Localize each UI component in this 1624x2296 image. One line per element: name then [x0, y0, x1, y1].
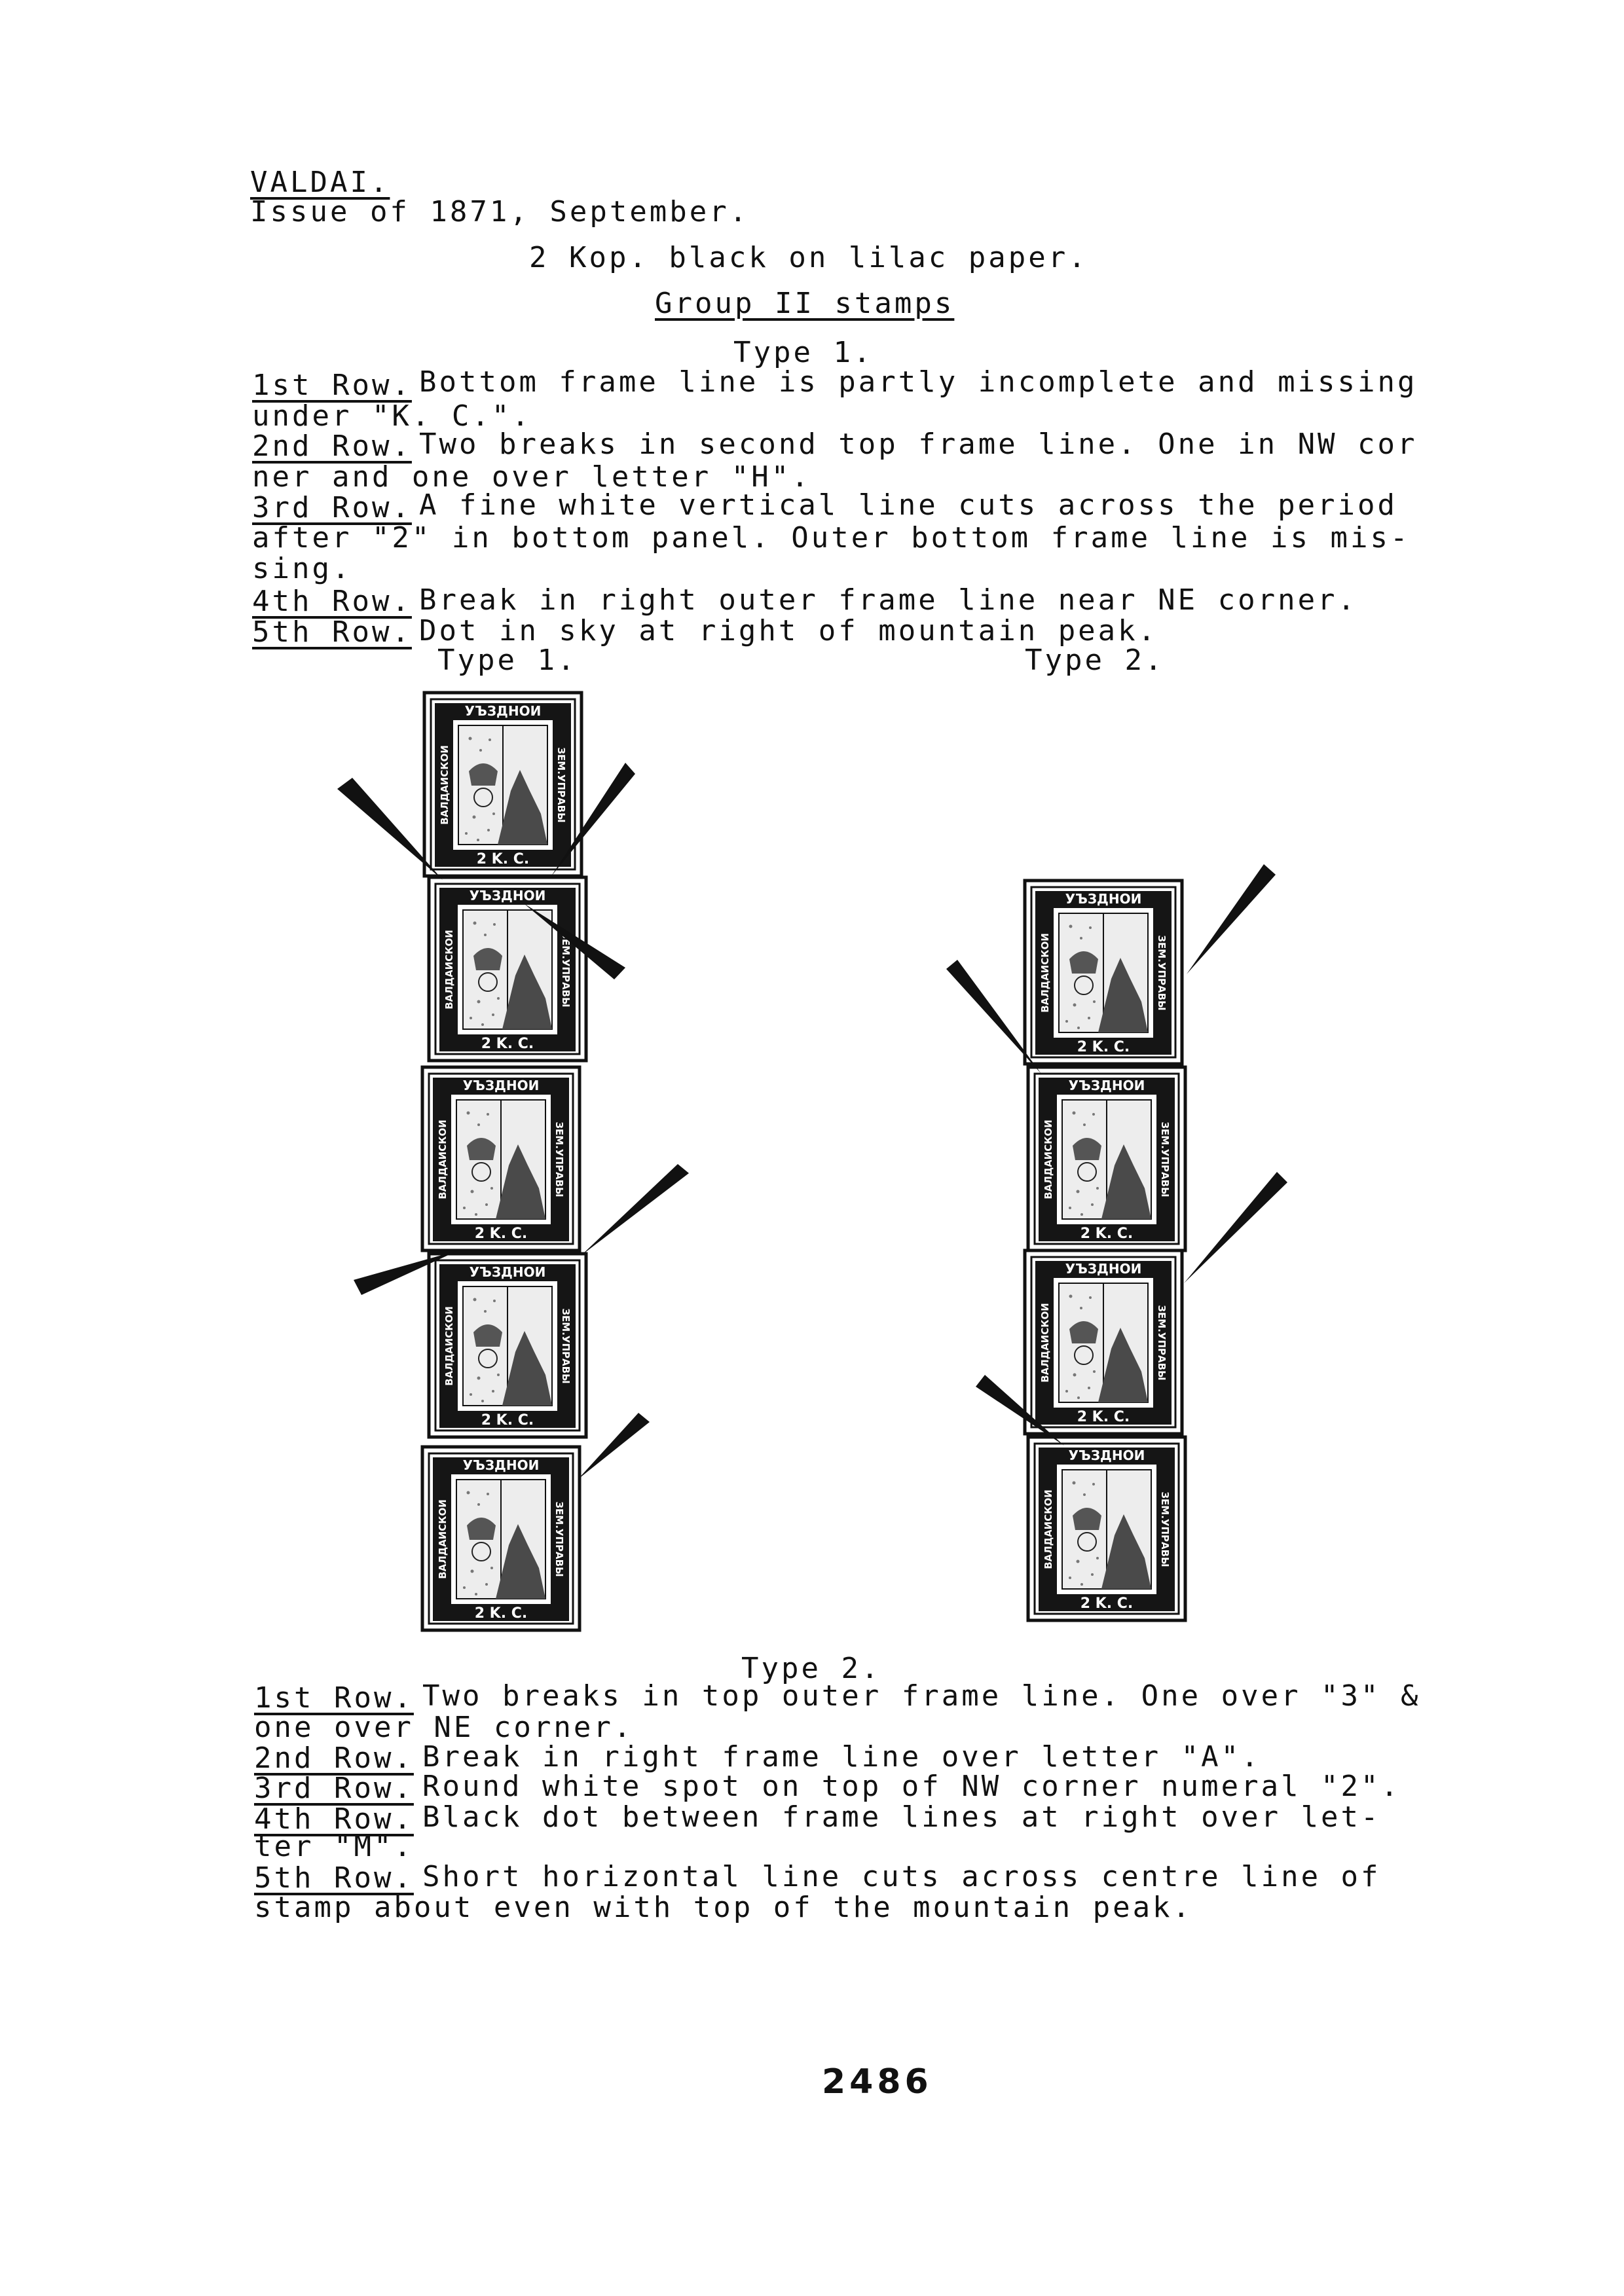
- stamp-bottom-text: 2 K. C.: [476, 851, 530, 867]
- stamp-top-text: УЪЗДНОИ: [1065, 891, 1142, 907]
- stamp-left-text: ВАЛДАИСКОИ: [1043, 1489, 1054, 1569]
- t1-row5-text: Dot in sky at right of mountain peak.: [419, 614, 1158, 647]
- pointer-t1-r4: [578, 1413, 650, 1480]
- t1-row2-text-cont: ner and one over letter "H".: [252, 460, 811, 494]
- stamp-top-text: УЪЗДНОИ: [462, 1457, 540, 1473]
- t1-row3-text-cont: after "2" in bottom panel. Outer bottom frame line is mis-: [252, 521, 1411, 555]
- figure-col2-label: Type 2.: [1025, 644, 1165, 677]
- stamp-right-text: ЗЕМ.УПРАВЫ: [555, 747, 567, 823]
- stamp-left-text: ВАЛДАИСКОИ: [1043, 1120, 1054, 1199]
- stamp-top-text: УЪЗДНОИ: [464, 703, 542, 719]
- stamp-description: 2 Kop. black on lilac paper.: [529, 241, 1088, 274]
- stamp-right-text: ЗЕМ.УПРАВЫ: [1159, 1491, 1171, 1567]
- t1-row1-text: Bottom frame line is partly incomplete and missing: [419, 365, 1418, 399]
- t2-row5-text: Short horizontal line cuts across centre line of: [422, 1860, 1381, 1893]
- page-title: VALDAI.: [250, 166, 390, 199]
- pointer-t2-r1-right: [1187, 864, 1276, 974]
- stamp-right-text: ЗЕМ.УПРАВЫ: [1156, 935, 1168, 1011]
- type1-heading: Type 1.: [733, 336, 874, 369]
- stamp-right-text: ЗЕМ.УПРАВЫ: [553, 1501, 565, 1577]
- stamp-left-text: ВАЛДАИСКОИ: [437, 1120, 449, 1199]
- t2-row4-text: Black dot between frame lines at right over let-: [422, 1800, 1381, 1834]
- t1-row1-text-cont: under "K. C.".: [252, 399, 532, 433]
- stamp-bottom-text: 2 K. C.: [1077, 1409, 1130, 1425]
- stamp-left-text: ВАЛДАИСКОИ: [439, 745, 451, 825]
- stamp-top-text: УЪЗДНОИ: [469, 888, 546, 903]
- stamp-right-text: ЗЕМ.УПРАВЫ: [1159, 1121, 1171, 1197]
- t1-row2-label: 2nd Row.: [252, 429, 412, 463]
- stamp-top-text: УЪЗДНОИ: [469, 1264, 546, 1280]
- stamp-bottom-text: 2 K. C.: [474, 1226, 528, 1242]
- stamp-right-text: ЗЕМ.УПРАВЫ: [560, 932, 572, 1008]
- pointer-t1-r1-right: [551, 763, 635, 876]
- t2-row1-label: 1st Row.: [254, 1681, 414, 1715]
- pointer-t1-r2: [524, 903, 625, 979]
- stamp-top-text: УЪЗДНОИ: [462, 1078, 540, 1093]
- pointer-t2-r2: [1184, 1172, 1287, 1283]
- t1-row3-text: A fine white vertical line cuts across the period: [419, 488, 1398, 522]
- pointer-t1-r3-left: [354, 1250, 458, 1295]
- stamp-top-text: УЪЗДНОИ: [1068, 1078, 1145, 1093]
- t1-row3-text-cont2: sing.: [252, 552, 352, 585]
- stamp-top-text: УЪЗДНОИ: [1068, 1448, 1145, 1463]
- stamp-bottom-text: 2 K. C.: [474, 1605, 528, 1622]
- stamp-left-text: ВАЛДАИСКОИ: [443, 1306, 455, 1386]
- stamp-left-text: ВАЛДАИСКОИ: [443, 930, 455, 1010]
- issue-line: Issue of 1871, September.: [250, 195, 750, 228]
- stamp-right-text: ЗЕМ.УПРАВЫ: [1156, 1305, 1168, 1381]
- pointer-t2-r1-left: [946, 960, 1041, 1074]
- stamp-right-text: ЗЕМ.УПРАВЫ: [553, 1121, 565, 1197]
- t2-row5-label: 5th Row.: [254, 1861, 414, 1895]
- t2-row1-text: Two breaks in top outer frame line. One over "3" &: [422, 1679, 1421, 1713]
- stamp-bottom-text: 2 K. C.: [481, 1412, 534, 1429]
- stamp-bottom-text: 2 K. C.: [1080, 1226, 1134, 1242]
- t2-row4-text-cont: ter "M".: [254, 1830, 414, 1863]
- type2-heading: Type 2.: [741, 1652, 881, 1685]
- t1-row5-label: 5th Row.: [252, 615, 412, 649]
- t1-row4-label: 4th Row.: [252, 585, 412, 618]
- t2-row2-label: 2nd Row.: [254, 1741, 414, 1775]
- t2-row4-label: 4th Row.: [254, 1802, 414, 1836]
- stamp-left-text: ВАЛДАИСКОИ: [437, 1499, 449, 1579]
- pointer-t2-r3: [976, 1375, 1064, 1446]
- stamp-left-text: ВАЛДАИСКОИ: [1039, 1303, 1051, 1383]
- group-heading: Group II stamps: [655, 287, 955, 320]
- stamp-top-text: УЪЗДНОИ: [1065, 1261, 1142, 1277]
- stamp-bottom-text: 2 K. C.: [481, 1036, 534, 1052]
- page-number: 2486: [822, 2062, 932, 2102]
- t2-row3-text: Round white spot on top of NW corner numeral "2".: [422, 1770, 1401, 1803]
- t2-row5-text-cont: stamp about even with top of the mountain peak.: [254, 1891, 1193, 1924]
- stamp-bottom-text: 2 K. C.: [1080, 1595, 1134, 1612]
- t1-row4-text: Break in right outer frame line near NE corner.: [419, 583, 1358, 617]
- stamp-left-text: ВАЛДАИСКОИ: [1039, 933, 1051, 1013]
- pointer-t1-r3-right: [581, 1164, 689, 1256]
- pointer-t1-r1-left: [337, 778, 443, 880]
- figure-col1-label: Type 1.: [437, 644, 578, 677]
- t2-row2-text: Break in right frame line over letter "A".: [422, 1740, 1261, 1774]
- t2-row3-label: 3rd Row.: [254, 1772, 414, 1805]
- stamp-right-text: ЗЕМ.УПРАВЫ: [560, 1308, 572, 1384]
- t1-row3-label: 3rd Row.: [252, 491, 412, 524]
- t1-row2-text: Two breaks in second top frame line. One in NW cor: [419, 428, 1418, 461]
- stamp-bottom-text: 2 K. C.: [1077, 1039, 1130, 1055]
- t2-row1-text-cont: one over NE corner.: [254, 1711, 634, 1744]
- t1-row1-label: 1st Row.: [252, 369, 412, 402]
